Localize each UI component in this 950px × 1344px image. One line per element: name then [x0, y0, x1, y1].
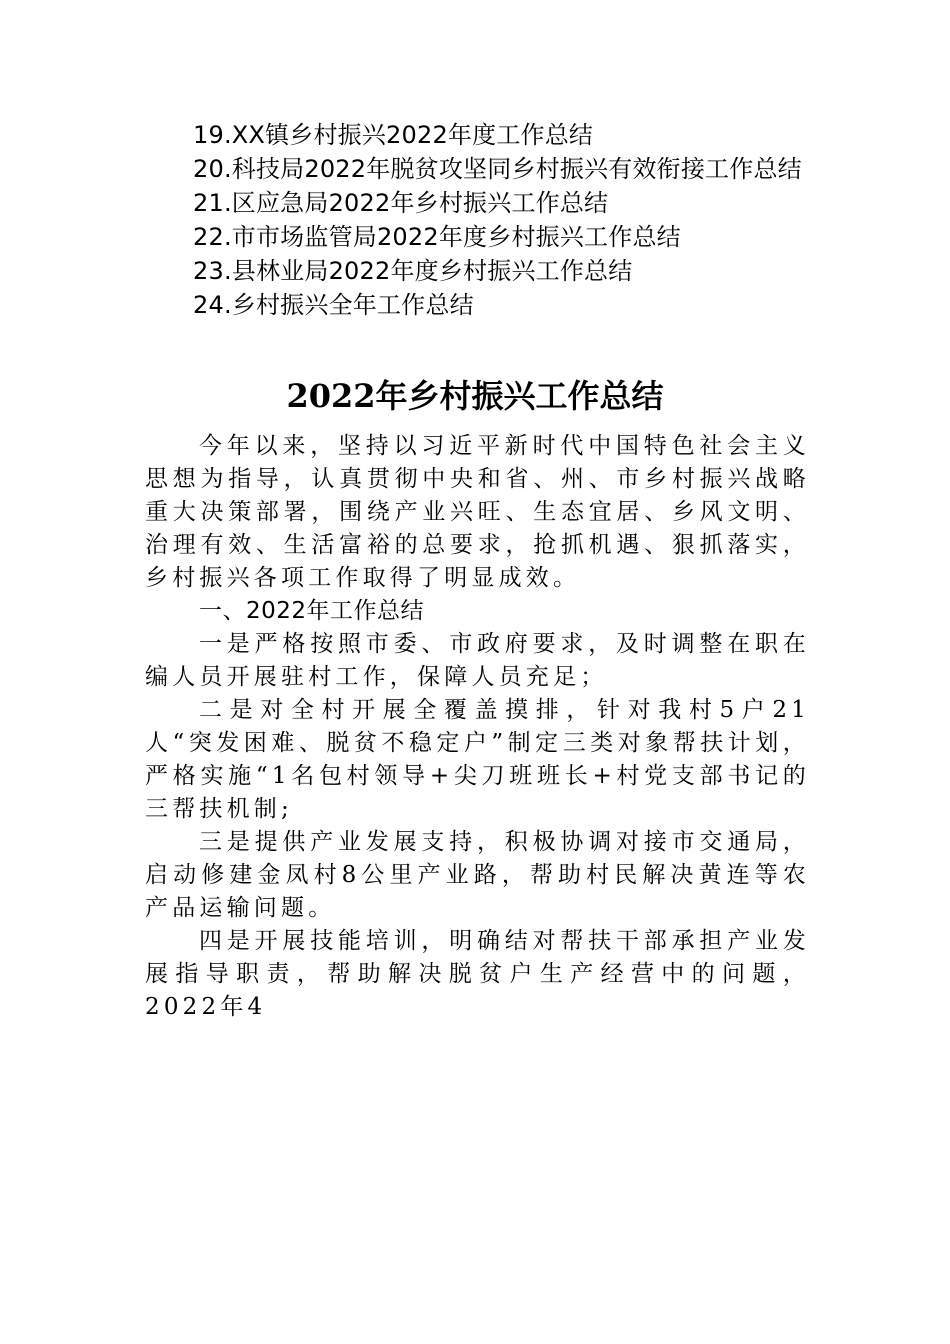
body-paragraph-3: 三是提供产业发展支持，积极协调对接市交通局，启动修建金凤村8公里产业路，帮助村民解决黄连等农产品运输问题。: [145, 829, 810, 921]
document-title: 2022年乡村振兴工作总结: [286, 377, 664, 415]
section-heading: 一、2022年工作总结: [199, 598, 425, 624]
body-paragraph-2: 二是对全村开展全覆盖摸排，针对我村5户21人“突发困难、脱贫不稳定户”制定三类对象帮扶计划，严格实施“1名包村领导+尖刀班班长+村党支部书记的三帮扶机制;: [145, 697, 810, 822]
toc-item-20: 20.科技局2022年脱贫攻坚同乡村振兴有效衔接工作总结: [193, 155, 802, 183]
toc-item-21: 21.区应急局2022年乡村振兴工作总结: [193, 189, 609, 217]
toc-item-19: 19.XX镇乡村振兴2022年度工作总结: [193, 121, 594, 149]
toc-item-23: 23.县林业局2022年度乡村振兴工作总结: [193, 257, 633, 285]
intro-paragraph: 今年以来，坚持以习近平新时代中国特色社会主义思想为指导，认真贯彻中央和省、州、市乡村振兴战略重大决策部署，围绕产业兴旺、生态宜居、乡风文明、治理有效、生活富裕的总要求，抢抓机遇、狠抓落实，乡村振兴各项工作取得了明显成效。: [145, 433, 810, 591]
toc-item-24: 24.乡村振兴全年工作总结: [193, 291, 474, 319]
table-of-contents: [145, 118, 815, 322]
toc-item-22: 22.市市场监管局2022年度乡村振兴工作总结: [193, 223, 681, 251]
body-paragraph-1: 一是严格按照市委、市政府要求，及时调整在职在编人员开展驻村工作，保障人员充足；: [145, 631, 810, 690]
document-body: [145, 430, 810, 1024]
body-paragraph-4: 四是开展技能培训，明确结对帮扶干部承担产业发展指导职责，帮助解决脱贫户生产经营中的问题，2022年4: [145, 928, 810, 1020]
